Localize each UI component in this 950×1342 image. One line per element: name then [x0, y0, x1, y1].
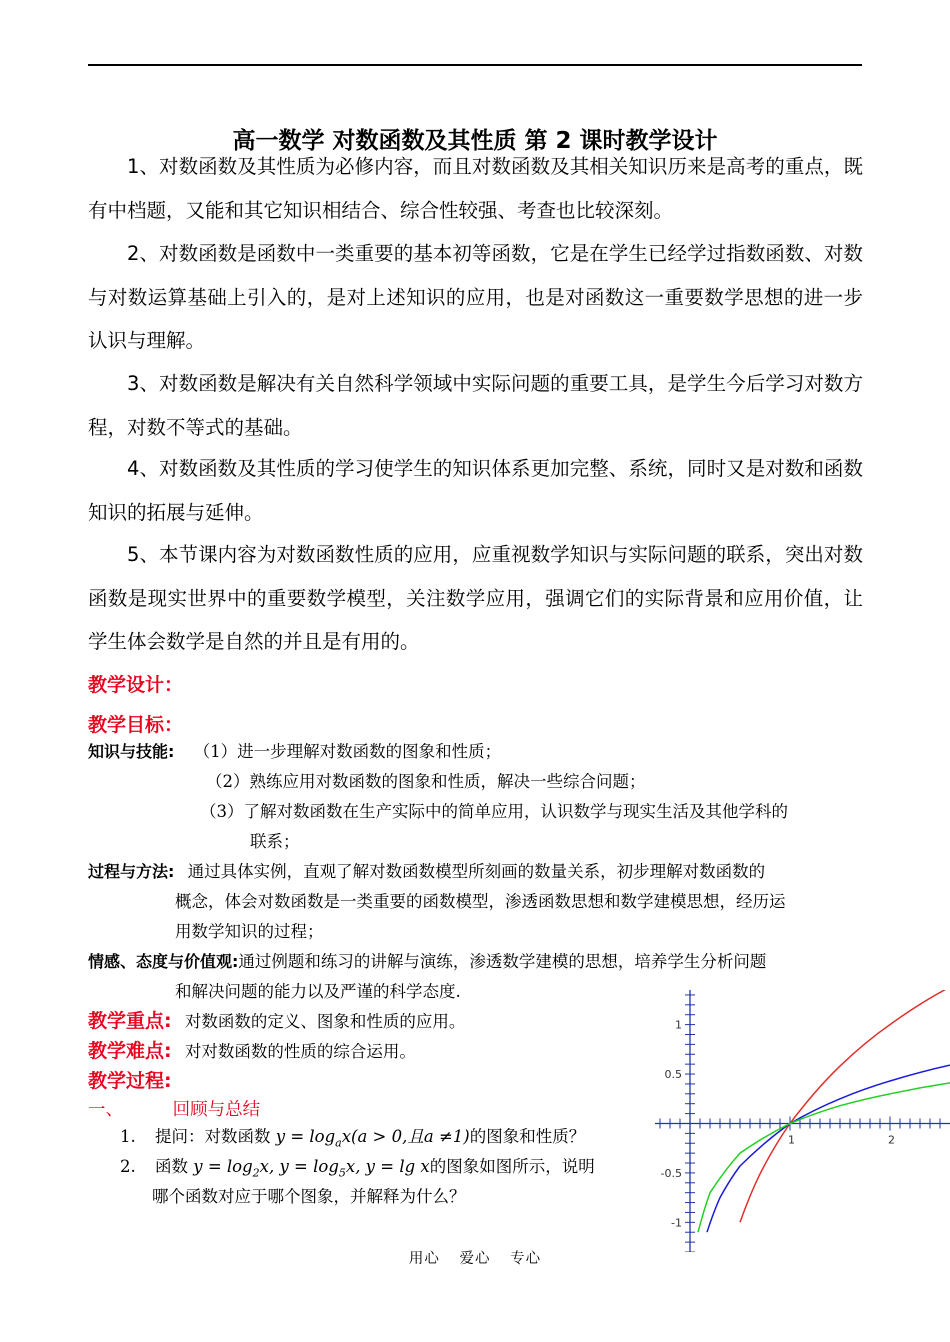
- emotion-row: [88, 947, 766, 977]
- series-line-1: [740, 990, 950, 1222]
- q2-s2: 5: [338, 1166, 346, 1180]
- key-label: 教学重点:: [88, 1010, 172, 1032]
- question-1-prefix: 提问：对数函数: [155, 1127, 271, 1146]
- knowledge-item-2: （2）熟练应用对数函数的图象和性质，解决一些综合问题；: [206, 772, 646, 791]
- goals-heading: 教学目标：: [88, 714, 184, 736]
- process-heading: 教学过程:: [88, 1070, 172, 1092]
- page-title: 高一数学 对数函数及其性质 第 2 课时教学设计: [232, 128, 718, 154]
- question-1-number: 1.: [120, 1127, 136, 1146]
- chart-series: [698, 990, 950, 1232]
- q1-formula-sub: a: [335, 1136, 342, 1150]
- difficulty-row: [88, 1036, 416, 1067]
- question-2-prefix: 函数: [155, 1157, 188, 1176]
- intro-paragraph-1: 1、对数函数及其性质为必修内容，而且对数函数及其相关知识历来是高考的重点，既有中档题，又能和其它知识相结合、综合性较强、考查也比较深刻。: [88, 155, 863, 222]
- knowledge-label: 知识与技能:: [88, 742, 175, 761]
- question-1-suffix: 的图象和性质？: [469, 1127, 586, 1146]
- question-2-line-2: 哪个函数对应于哪个图象，并解释为什么？: [152, 1187, 466, 1206]
- series-line-2: [707, 1065, 950, 1232]
- process-line-2: 概念，体会对数函数是一类重要的函数模型，渗透函数思想和数学建模思想，经历运: [175, 892, 786, 911]
- emotion-line-2: 和解决问题的能力以及严谨的科学态度.: [175, 982, 461, 1001]
- question-2-suffix: 的图象如图所示，说明: [429, 1157, 595, 1176]
- design-heading: 教学设计：: [88, 674, 184, 696]
- section-1-heading: [88, 1096, 260, 1121]
- intro-paragraph-5: 5、本节课内容为对数函数性质的应用，应重视数学知识与实际问题的联系，突出对数函数是现实世界中的重要数学模型，关注数学应用，强调它们的实际背景和应用价值，让学生体会数学是自然的并且是有用的。: [88, 543, 863, 653]
- q1-formula-rest: x(a > 0,且a ≠1): [341, 1127, 470, 1146]
- y-tick-label: 0.5: [664, 1068, 682, 1082]
- process-row: [88, 857, 765, 887]
- key-text: 对数函数的定义、图象和性质的应用。: [184, 1012, 466, 1031]
- question-1-formula: [275, 1127, 470, 1150]
- intro-paragraph-3: 3、对数函数是解决有关自然科学领域中实际问题的重要工具，是学生今后学习对数方程，对数不等式的基础。: [88, 372, 863, 439]
- section-1-number: 一、: [88, 1100, 123, 1120]
- q2-f1b: x, y = log: [259, 1157, 339, 1176]
- knowledge-item-3: （3）了解对数函数在生产实际中的简单应用，认识数学与现实生活及其他学科的: [200, 802, 788, 821]
- knowledge-row: [88, 737, 501, 767]
- intro-paragraph-2: 2、对数函数是函数中一类重要的基本初等函数，它是在学生已经学过指数函数、对数与对数运算基础上引入的，是对上述知识的应用，也是对函数这一重要数学思想的进一步认识与理解。: [88, 242, 863, 352]
- process-line-3: 用数学知识的过程；: [175, 922, 324, 941]
- question-2-number: 2.: [120, 1157, 136, 1176]
- knowledge-item-3-cont: 联系；: [250, 832, 300, 851]
- q1-formula-main: y = log: [275, 1127, 336, 1146]
- q2-f1: y = log: [193, 1157, 253, 1176]
- log-functions-chart: [655, 990, 950, 1252]
- y-tick-label: 1: [675, 1018, 682, 1032]
- x-tick-label: 1: [788, 1133, 795, 1147]
- y-tick-label: -0.5: [660, 1166, 682, 1180]
- process-label: 过程与方法:: [88, 862, 175, 881]
- knowledge-item-1: （1）进一步理解对数函数的图象和性质；: [193, 742, 502, 761]
- page-footer: 用心 爱心 专心: [408, 1251, 542, 1267]
- emotion-label: 情感、态度与价值观:: [88, 952, 239, 971]
- difficulty-text: 对对数函数的性质的综合运用。: [184, 1042, 416, 1061]
- q2-f2b: x, y = lg x: [345, 1157, 430, 1176]
- difficulty-label: 教学难点:: [88, 1040, 172, 1062]
- key-row: [88, 1006, 465, 1037]
- process-line-1: 通过具体实例，直观了解对数函数模型所刻画的数量关系，初步理解对数函数的: [187, 862, 766, 881]
- section-1-title: 回顾与总结: [172, 1100, 261, 1120]
- intro-paragraph-4: 4、对数函数及其性质的学习使学生的知识体系更加完整、系统，同时又是对数和函数知识的拓展与延伸。: [88, 457, 863, 524]
- emotion-line-1: 通过例题和练习的讲解与演练，渗透数学建模的思想，培养学生分析问题: [238, 952, 767, 971]
- header-rule: [88, 64, 862, 66]
- x-tick-label: 2: [888, 1133, 895, 1147]
- y-tick-label: -1: [671, 1216, 682, 1230]
- q2-s1: 2: [252, 1166, 260, 1180]
- chart-axes: [655, 990, 950, 1252]
- question-2-formula: [193, 1157, 430, 1180]
